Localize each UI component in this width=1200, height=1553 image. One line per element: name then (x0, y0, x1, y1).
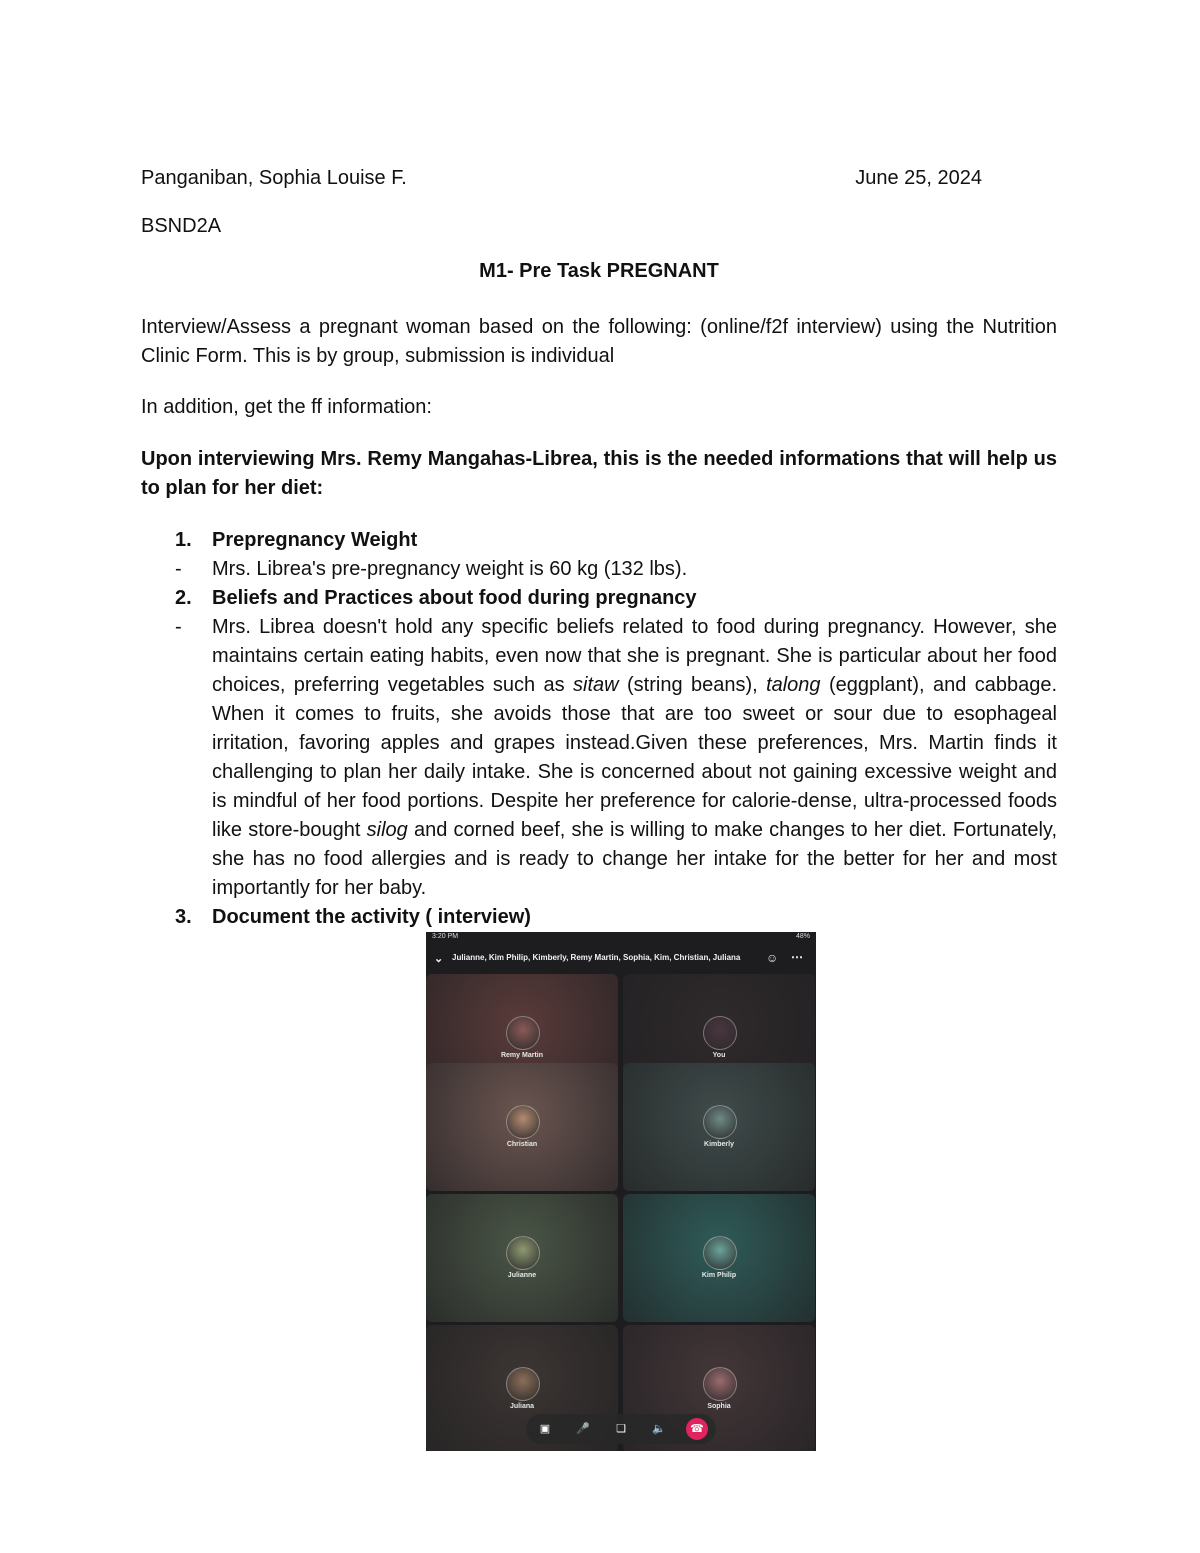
status-bar (426, 932, 816, 944)
participant-name: Kim Philip (701, 1272, 737, 1279)
avatar (506, 1016, 540, 1050)
call-controls (526, 1414, 716, 1444)
list-text: Mrs. Librea's pre-pregnancy weight is 60 kg (132 lbs). (212, 558, 688, 580)
page-title: M1- Pre Task PREGNANT (479, 260, 719, 282)
info-list (141, 526, 1057, 932)
video-call-screenshot (426, 932, 816, 1451)
avatar (506, 1236, 540, 1270)
camera-off-icon[interactable]: ▣ (539, 1423, 551, 1435)
avatar (703, 1105, 737, 1139)
participant-tile (623, 1063, 815, 1191)
text-segment: (eggplant), and cabbage. When it comes to fruits, she avoids those that are too sweet or sour due to esophageal irritation, favoring apples and grapes instead.Given these preferences, Mrs. Martin finds it challenging to plan her daily intake. She is concerned about not gaining excessive weight and is mindful of her food portions. Despite her preference for calorie-dense, ultra-processed foods like store-bought (212, 674, 1058, 841)
list-number: 3. (175, 906, 192, 928)
instructions-paragraph: Interview/Assess a pregnant woman based on the following: (online/f2f interview) using the Nutrition Clinic Form. This is by group, submission is individual (141, 316, 1057, 367)
participant-name: Julianne (507, 1272, 537, 1279)
italic-term: sitaw (573, 674, 619, 696)
end-call-icon[interactable]: ☎ (686, 1418, 708, 1440)
text-segment: (string beans), (618, 674, 767, 696)
list-item (141, 584, 1057, 613)
participant-name: You (712, 1052, 726, 1059)
list-text (212, 616, 1057, 899)
speaker-icon[interactable]: 🔈 (652, 1423, 666, 1435)
participant-tile (426, 1063, 618, 1191)
intro-paragraph: Upon interviewing Mrs. Remy Mangahas-Librea, this is the needed informations that will help us to plan for her diet: (141, 448, 1057, 499)
list-item (141, 555, 1057, 584)
participants-line: Julianne, Kim Philip, Kimberly, Remy Martin, Sophia, Kim, Christian, Juliana (452, 953, 741, 962)
participant-name: Christian (506, 1141, 538, 1148)
list-heading: Prepregnancy Weight (212, 529, 418, 551)
chevron-down-icon[interactable]: ⌄ (434, 953, 444, 965)
participant-name: Kimberly (704, 1141, 734, 1148)
list-number: 1. (175, 529, 192, 551)
avatar (506, 1367, 540, 1401)
text-segment: and corned beef, she is willing to make changes to her diet. Fortunately, she has no food allergies and is ready to change her intake for the better for her and most importantly for her baby. (212, 819, 1058, 899)
list-item (141, 903, 1057, 932)
list-heading: Document the activity ( interview) (212, 906, 531, 928)
more-icon[interactable]: ⋯ (791, 950, 803, 964)
list-dash: - (175, 558, 182, 580)
mic-off-icon[interactable]: 🎤 (576, 1423, 590, 1435)
document-date: June 25, 2024 (855, 167, 982, 189)
avatar (506, 1105, 540, 1139)
avatar (703, 1367, 737, 1401)
student-name: Panganiban, Sophia Louise F. (141, 167, 407, 189)
list-number: 2. (175, 587, 192, 609)
share-screen-icon[interactable]: ❏ (616, 1423, 626, 1435)
addition-paragraph: In addition, get the ff information: (141, 396, 432, 418)
participant-name: Sophia (707, 1403, 731, 1410)
list-heading: Beliefs and Practices about food during pregnancy (212, 587, 697, 609)
participant-tile (623, 1194, 815, 1322)
italic-term: silog (366, 819, 408, 841)
header-row (141, 164, 982, 193)
participant-tile (426, 1194, 618, 1322)
student-section: BSND2A (141, 215, 222, 237)
call-header (426, 944, 816, 974)
text-segment: Mrs. Librea doesn't hold any specific beliefs related to food during pregnancy. However, she maintains certain eating habits, even now that she is pregnant. She is particular about her food choices, preferring vegetables such as (212, 616, 1057, 696)
status-battery: 48% (795, 933, 810, 940)
status-time: 3:20 PM (432, 933, 459, 940)
participant-name: Remy Martin (500, 1052, 543, 1059)
avatar (703, 1016, 737, 1050)
list-item (141, 526, 1057, 555)
avatar (703, 1236, 737, 1270)
list-item (141, 613, 1057, 903)
list-dash: - (175, 616, 182, 638)
italic-term: talong (766, 674, 821, 696)
add-person-icon[interactable]: ☺ (766, 951, 779, 965)
participant-name: Juliana (509, 1403, 535, 1410)
